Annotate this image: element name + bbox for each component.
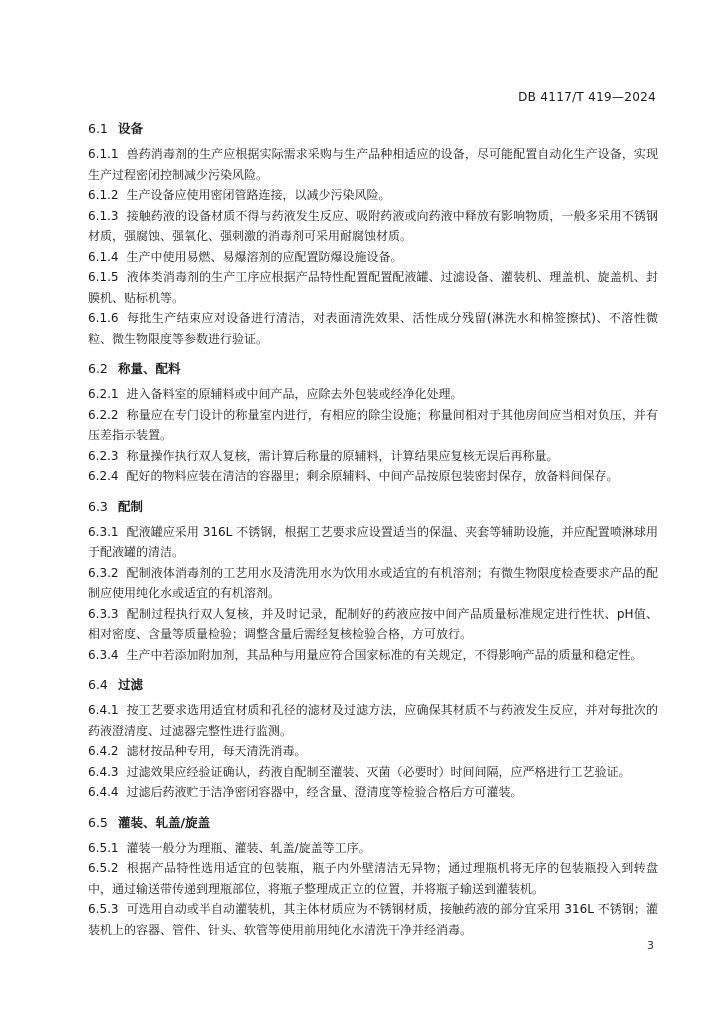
section-number: 6.3: [88, 498, 108, 514]
section-6-1: [88, 117, 658, 349]
section-6-3: [88, 495, 658, 666]
document-code: DB 4117/T 419—2024: [518, 90, 656, 104]
clause: [88, 700, 658, 741]
clause: [88, 782, 658, 803]
section-number: 6.5: [88, 814, 108, 830]
clause: [88, 185, 658, 206]
clause-number: 6.1.4: [88, 249, 119, 264]
clause-text: 接触药液的设备材质不得与药液发生反应、吸附药液或向药液中释放有影响物质，一般多采用不锈钢材质，强腐蚀、强氧化、强刺激的消毒剂可采用耐腐蚀材质。: [88, 208, 658, 243]
section-number: 6.1: [88, 121, 108, 136]
clause-text: 过滤后药液贮于洁净密闭容器中，经含量、澄清度等检验合格后方可灌装。: [126, 785, 523, 799]
clause: [88, 741, 658, 762]
clause-text: 每批生产结束应对设备进行清洁，对表面清洗效果、活性成分残留(淋洗水和棉签擦拭)、不溶性微粒、微生物限度等参数进行验证。: [88, 311, 658, 346]
clause-number: 6.3.1: [88, 524, 119, 539]
clause-text: 可选用自动或半自动灌装机，其主体材质应为不锈钢材质，接触药液的部分宜采用 316L 不锈钢；灌装机上的容器、管件、针头、软管等使用前用纯化水清洗干净并经消毒。: [88, 902, 658, 937]
section-heading: [88, 495, 658, 519]
clause-text: 配制过程执行双人复核，并及时记录，配制好的药液应按中间产品质量标准规定进行性状、pH值、相对密度、含量等质量检验；调整含量后需经复核检验合格，方可放行。: [88, 606, 658, 641]
clause: [88, 645, 658, 666]
clause-number: 6.4.4: [88, 785, 119, 799]
clause-number: 6.1.3: [88, 208, 119, 223]
clause-number: 6.4.2: [88, 744, 119, 758]
clause-number: 6.1.6: [88, 311, 119, 325]
clause-text: 生产中若添加附加剂，其品种与用量应符合国家标准的有关规定，不得影响产品的质量和稳定性。: [126, 647, 643, 662]
clause-number: 6.5.2: [88, 861, 119, 875]
clause: [88, 308, 658, 349]
clause: [88, 466, 658, 487]
clause: [88, 247, 658, 268]
clause-text: 生产中使用易燃、易爆溶剂的应配置防爆设施设备。: [126, 249, 403, 264]
clause-number: 6.5.1: [88, 840, 119, 855]
clause-text: 滤材按品种专用，每天清洗消毒。: [126, 744, 307, 758]
clause-text: 进入备料室的原辅料或中间产品，应除去外包装或经净化处理。: [126, 387, 463, 401]
page-number: 3: [647, 939, 654, 952]
clause-text: 按工艺要求选用适宜材质和孔径的滤材及过滤方法，应确保其材质不与药液发生反应，并对每批次的药液澄清度、过滤器完整性进行监测。: [88, 703, 658, 738]
clause-number: 6.5.3: [88, 902, 119, 916]
clause-number: 6.2.1: [88, 387, 119, 401]
clause: [88, 899, 658, 940]
clause-text: 配好的物料应装在清洁的容器里；剩余原辅料、中间产品按原包装密封保存，放备料间保存。: [126, 469, 619, 483]
section-heading: [88, 357, 658, 381]
clause-number: 6.3.2: [88, 565, 119, 580]
clause: [88, 762, 658, 783]
clause-text: 生产设备应使用密闭管路连接，以减少污染风险。: [126, 188, 391, 202]
clause: [88, 144, 658, 185]
section-title: 配制: [118, 498, 144, 514]
clause: [88, 563, 658, 604]
clause-number: 6.3.4: [88, 647, 119, 662]
section-title: 过滤: [118, 677, 144, 692]
clause-number: 6.1.5: [88, 270, 119, 284]
clause: [88, 522, 658, 563]
section-title: 灌装、轧盖/旋盖: [118, 814, 211, 830]
clause-text: 称量应在专门设计的称量室内进行，有相应的除尘设施；称量间相对于其他房间应当相对负压，并有压差指示装置。: [88, 407, 658, 442]
clause-text: 液体类消毒剂的生产工序应根据产品特性配置配置配液罐、过滤设备、灌装机、理盖机、旋盖机、封膜机、贴标机等。: [88, 270, 658, 305]
section-number: 6.4: [88, 677, 108, 692]
section-heading: [88, 117, 658, 141]
section-heading: [88, 673, 658, 697]
clause-text: 配制液体消毒剂的工艺用水及清洗用水为饮用水或适宜的有机溶剂；有微生物限度检查要求产品的配制应使用纯化水或适宜的有机溶剂。: [88, 565, 658, 600]
section-title: 称量、配料: [118, 361, 181, 376]
clause: [88, 446, 658, 467]
clause-text: 根据产品特性选用适宜的包装瓶，瓶子内外壁清洁无异物；通过理瓶机将无序的包装瓶投入到转盘中，通过输送带传递到理瓶部位，将瓶子整理成正立的位置，并将瓶子输送到灌装机。: [88, 861, 658, 896]
clause-text: 称量操作执行双人复核，需计算后称量的原辅料，计算结果应复核无误后再称量。: [126, 448, 559, 463]
section-6-5: [88, 811, 658, 941]
clause: [88, 858, 658, 899]
clause-number: 6.2.4: [88, 469, 119, 483]
clause-number: 6.1.1: [88, 147, 119, 161]
section-title: 设备: [118, 121, 144, 136]
clause: [88, 206, 658, 247]
clause: [88, 838, 658, 859]
section-heading: [88, 811, 658, 835]
clause-number: 6.4.3: [88, 764, 119, 779]
document-body: [88, 117, 658, 940]
section-number: 6.2: [88, 361, 108, 376]
clause-number: 6.2.3: [88, 448, 119, 463]
clause-text: 过滤效果应经验证确认，药液自配制至灌装、灭菌（必要时）时间间隔，应严格进行工艺验证。: [126, 764, 631, 779]
clause-text: 兽药消毒剂的生产应根据实际需求采购与生产品种相适应的设备，尽可能配置自动化生产设备，实现生产过程密闭控制减少污染风险。: [88, 147, 658, 182]
clause-number: 6.2.2: [88, 407, 119, 422]
clause-text: 灌装一般分为理瓶、灌装、轧盖/旋盖等工序。: [126, 840, 371, 855]
clause-number: 6.4.1: [88, 703, 119, 717]
clause-text: 配液罐应采用 316L 不锈钢，根据工艺要求应设置适当的保温、夹套等辅助设施，并应配置喷淋球用于配液罐的清洁。: [88, 524, 658, 559]
clause-number: 6.3.3: [88, 606, 119, 621]
section-6-2: [88, 357, 658, 487]
clause: [88, 604, 658, 645]
clause-number: 6.1.2: [88, 188, 119, 202]
section-6-4: [88, 673, 658, 803]
clause: [88, 405, 658, 446]
clause: [88, 267, 658, 308]
clause: [88, 384, 658, 405]
